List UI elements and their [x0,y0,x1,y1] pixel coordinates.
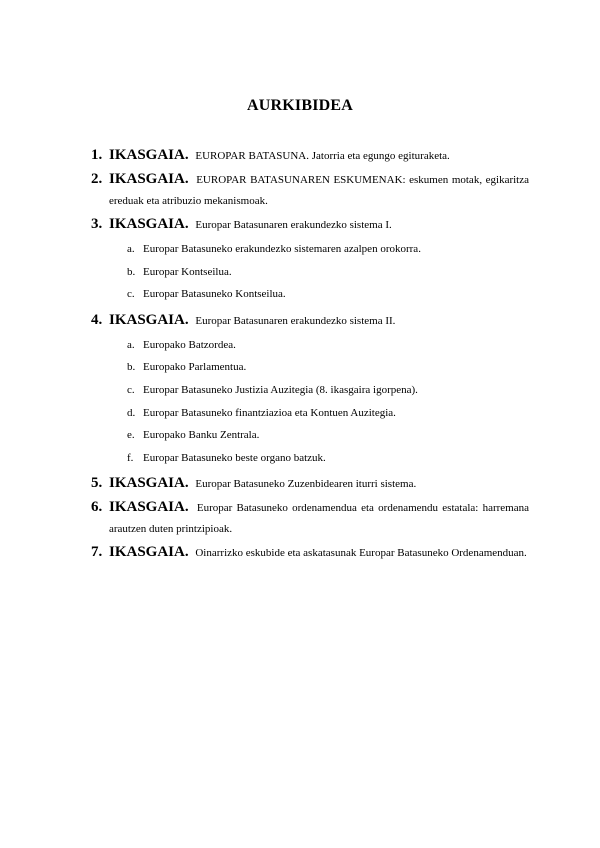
toc-lesson-6 [91,497,529,540]
item-letter: f. [127,451,134,464]
item-text: Europar Batasuneko finantziazioa eta Kontuen Auzitegia. [143,406,396,419]
item-letter: a. [127,338,135,351]
item-text: Europar Kontseilua. [143,265,232,278]
item-text: Europako Parlamentua. [143,361,247,374]
list-item [91,334,529,357]
list-item [91,238,529,261]
list-item [91,447,529,470]
lesson-description: Oinarrizko eskubide eta askatasunak Europar Batasuneko Ordenamenduan. [195,547,527,560]
item-letter: e. [127,429,135,442]
lesson-description: Europar Batasuneko ordenamendua eta ordenamendu estatala: harremana arautzen duten printzipioak. [109,502,529,536]
lesson-number: 5. [91,475,103,492]
lesson-number: 2. [91,171,103,187]
lesson-description: EUROPAR BATASUNA. Jatorria eta egungo egituraketa. [195,150,450,162]
item-text: Europar Batasuneko Kontseilua. [143,288,286,301]
list-item [91,261,529,284]
item-letter: b. [127,265,136,278]
lesson-description: Europar Batasuneko Zuzenbidearen iturri sistema. [195,478,417,491]
lesson-description: EUROPAR BATASUNAREN ESKUMENAK: eskumen motak, egikaritza ereduak eta atribuzio mekanismoak. [109,174,529,207]
toc-lesson-4 [91,310,529,332]
list-item [91,424,529,447]
item-text: Europar Batasuneko erakundezko sistemaren azalpen orokorra. [143,243,421,255]
list-item [91,402,529,425]
item-text: Europako Batzordea. [143,338,236,351]
page-title: AURKIBIDEA [246,97,353,114]
lesson-heading: IKASGAIA. [109,544,189,561]
lesson-number: 4. [91,311,103,328]
item-letter: c. [127,288,135,301]
lesson-number: 6. [91,499,103,516]
lesson-number: 1. [91,147,103,163]
item-letter: c. [127,383,135,396]
list-item [91,379,529,402]
toc-lesson-2 [91,169,529,212]
toc-lesson-7 [91,542,529,564]
lesson-heading: IKASGAIA. [109,216,189,232]
toc-lesson-1 [91,145,529,167]
lesson-heading: IKASGAIA. [109,311,189,328]
sublist-lesson-3 [91,238,529,306]
lesson-number: 3. [91,216,103,232]
item-text: Europako Banku Zentrala. [143,429,260,442]
toc-lesson-5 [91,473,529,495]
list-item [91,356,529,379]
lesson-number: 7. [91,544,103,561]
item-text: Europar Batasuneko beste organo batzuk. [143,451,326,464]
lesson-heading: IKASGAIA. [109,475,189,492]
lesson-description: Europar Batasunaren erakundezko sistema I. [195,219,392,231]
table-of-contents [91,145,529,566]
lesson-heading: IKASGAIA. [109,171,189,187]
sublist-lesson-4 [91,334,529,470]
item-text: Europar Batasuneko Justizia Auzitegia (8. ikasgaira igorpena). [143,383,418,396]
lesson-heading: IKASGAIA. [109,499,189,516]
list-item [91,283,529,306]
lesson-description: Europar Batasunaren erakundezko sistema II. [195,314,396,327]
item-letter: a. [127,243,135,255]
item-letter: d. [127,406,136,419]
item-letter: b. [127,361,136,374]
lesson-heading: IKASGAIA. [109,147,189,163]
toc-lesson-3 [91,214,529,236]
